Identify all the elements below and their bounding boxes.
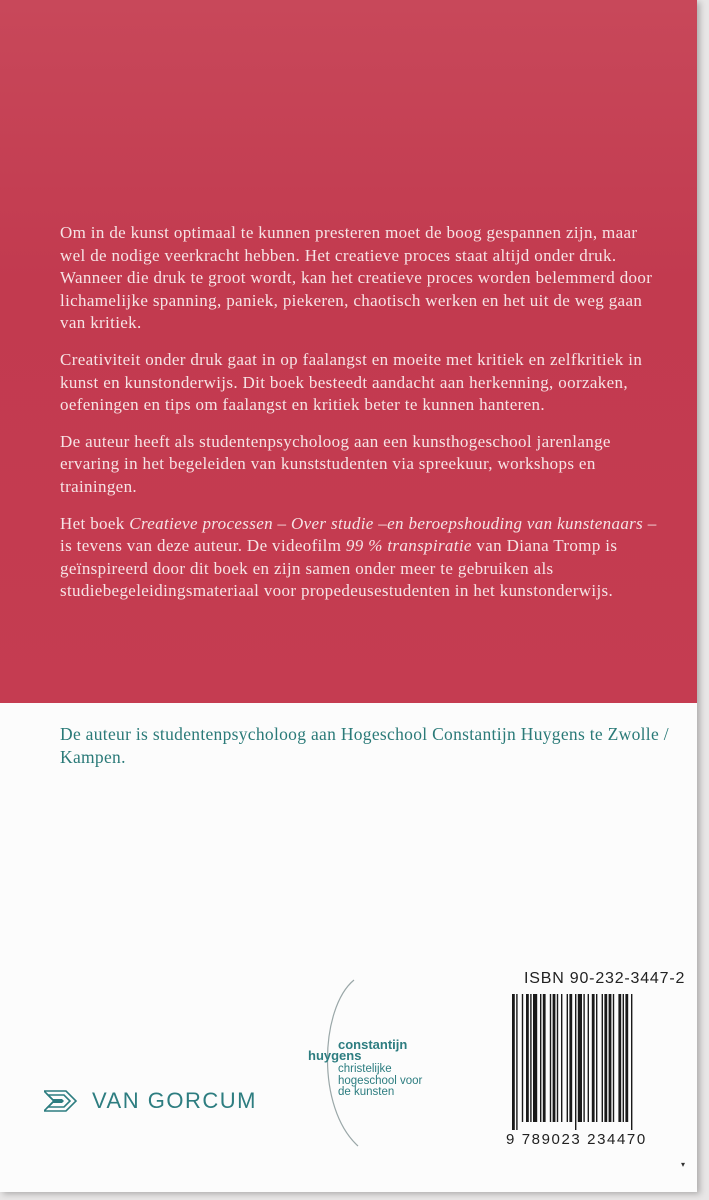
- film-title: 99 % transpiratie: [345, 536, 472, 556]
- blurb-paragraph-2: Creativiteit onder druk gaat in op faalangst en moeite met kritiek en zelfkritiek in kunst en kunstonderwijs. Dit boek besteedt aandacht aan herkenning, oorzaken, oefeningen en tips om faalangst en kritiek beter te kunnen hanteren.: [60, 349, 643, 415]
- book-title-creatieve-processen: Creatieve processen – Over studie –en beroepshouding van kunstenaars: [129, 513, 644, 533]
- school-name-line2: huygens: [308, 1048, 362, 1063]
- school-sub-line2: hogeschool voor: [338, 1074, 423, 1087]
- publisher-logo: [44, 1088, 257, 1114]
- publisher-name: VAN GORCUM: [92, 1088, 257, 1113]
- school-sub-line3: de kunsten: [338, 1086, 395, 1098]
- school-sub-line1: christelijke: [338, 1063, 392, 1075]
- blurb-p4-part-a: Het boek: [60, 513, 130, 533]
- author-note: De auteur is studentenpsycholoog aan Hogeschool Constantijn Huygens te Zwolle / Kampen.: [60, 724, 669, 767]
- blurb-p4-part-c: van Diana Tromp is geïnspireerd door dit boek en zijn samen onder meer te gebruiken als studiebegeleidingsmateriaal voor propedeusestudenten in het kunstonderwijs.: [60, 536, 618, 601]
- blurb-p4-part-b: – is tevens van deze auteur. De videofilm: [60, 513, 657, 556]
- barcode-number: 9 789023 234470: [506, 1131, 647, 1148]
- school-subtitle: [338, 1064, 468, 1099]
- blurb-text: [60, 222, 660, 617]
- blurb-paragraph-1: Om in de kunst optimaal te kunnen presteren moet de boog gespannen zijn, maar wel de nodige veerkracht hebben. Het creatieve proces staat altijd onder druk. Wanneer die druk te groot wordt, kan het creatieve proces worden belemmerd door lichamelijke spanning, paniek, piekeren, chaotisch werken en het uit de weg gaan van kritiek.: [60, 223, 653, 333]
- barcode-icon: [504, 990, 680, 1140]
- school-name-line1: constantijn: [338, 1037, 408, 1052]
- blurb-paragraph-3: De auteur heeft als studentenpsycholoog aan een kunsthogeschool jarenlange ervaring in het begeleiden van kunststudenten via spreekuur, workshops en trainingen.: [60, 431, 611, 496]
- corner-mark: ▾: [681, 1160, 686, 1169]
- isbn: ISBN 90-232-3447-2: [524, 970, 686, 987]
- van-gorcum-logo-icon: [44, 1089, 84, 1113]
- blurb-paragraph-4: [60, 513, 660, 603]
- constantijn-huygens-logo: [302, 978, 462, 1148]
